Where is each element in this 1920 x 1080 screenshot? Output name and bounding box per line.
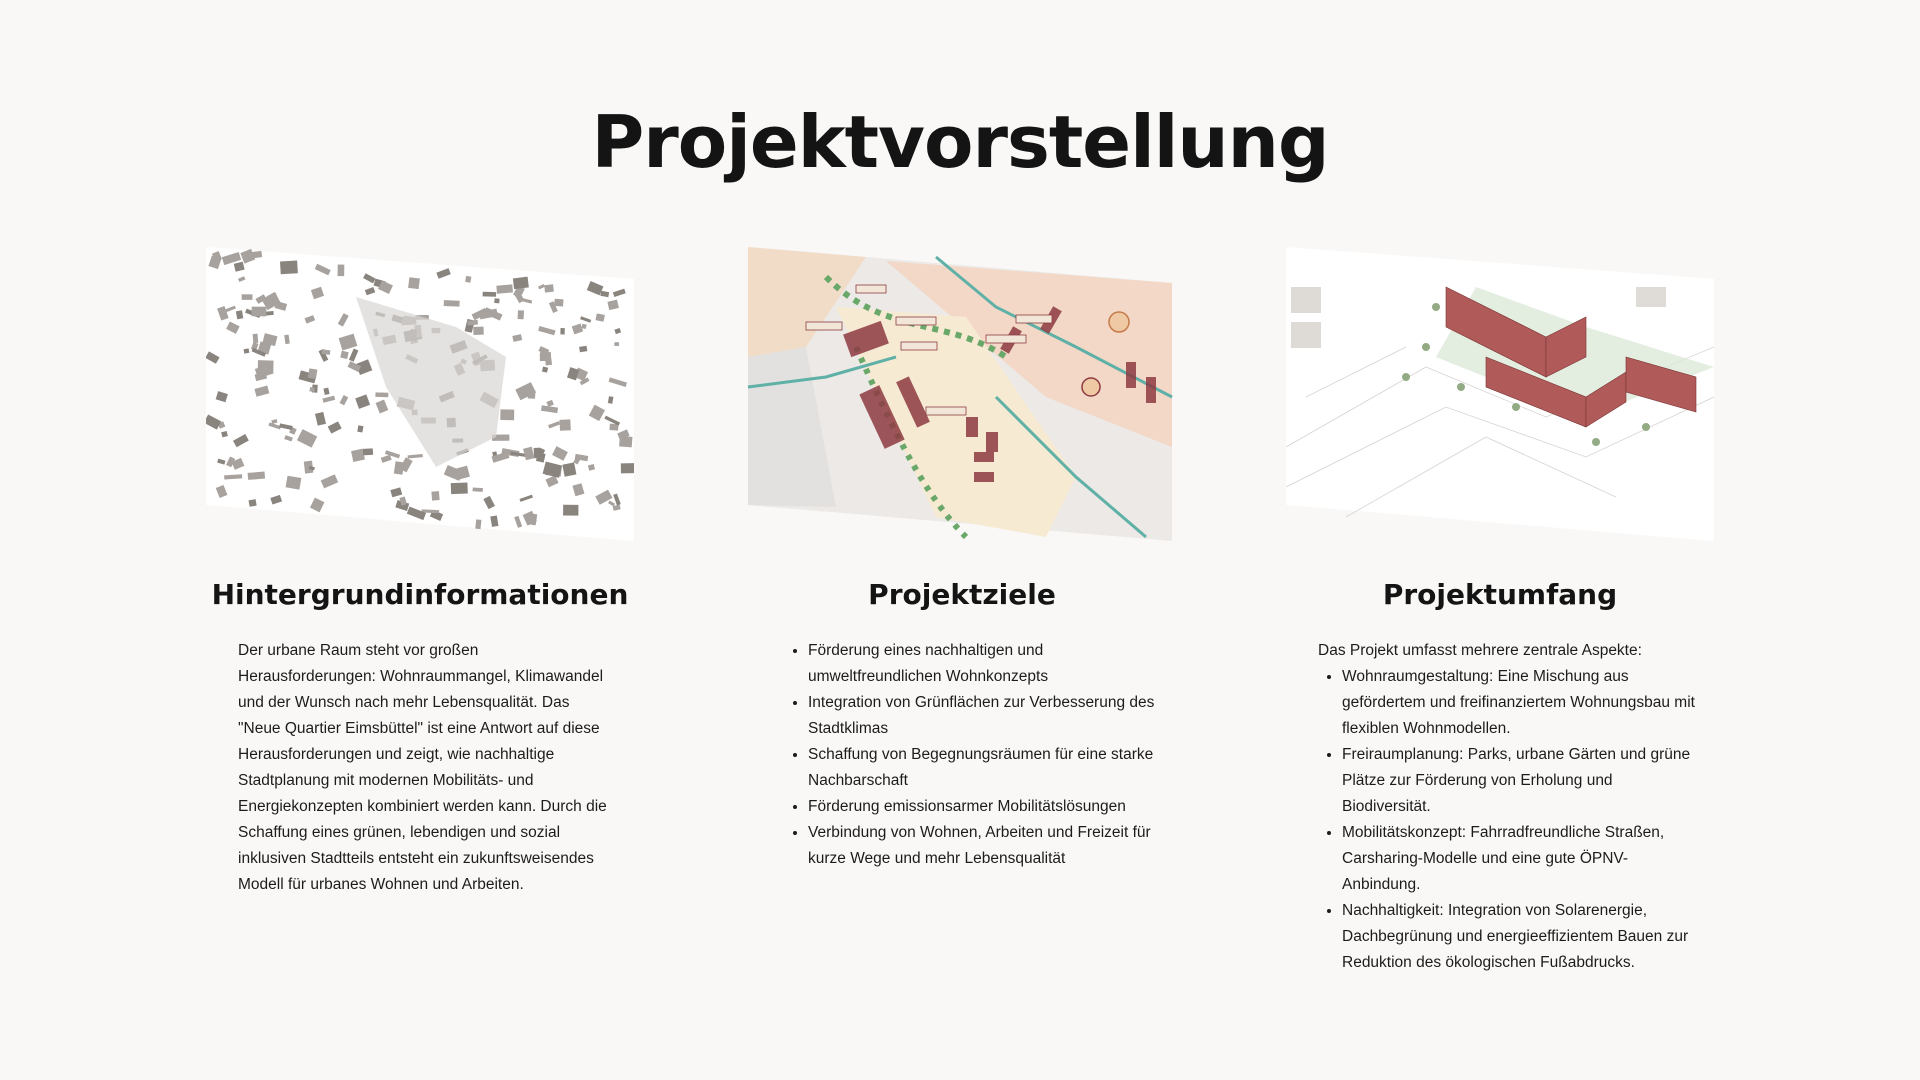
goal-item: • Förderung eines nachhaltigen und umweltfreundlichen Wohnkonzepts (808, 638, 1159, 690)
goal-item: • Integration von Grünflächen zur Verbesserung des Stadtklimas (808, 690, 1159, 742)
site-plan-image (746, 247, 1174, 541)
scope-item: • Freiraumplanung: Parks, urbane Gärten und grüne Plätze zur Förderung von Erholung und Biodiversität. (1342, 742, 1703, 820)
page-title: Projektvorstellung (591, 100, 1329, 184)
scope-item: • Nachhaltigkeit: Integration von Solarenergie, Dachbegrünung und energieeffizientem Bauen zur Reduktion des ökologischen Fußabdrucks. (1342, 898, 1703, 976)
goal-item: • Schaffung von Begegnungsräumen für eine starke Nachbarschaft (808, 742, 1159, 794)
background-info-section (238, 638, 613, 898)
column-heading-hintergrundinformationen: Hintergrundinformationen (211, 578, 629, 611)
project-scope-section (1318, 638, 1703, 976)
column-heading-projektumfang: Projektumfang (1382, 578, 1618, 611)
axonometric-view-image (1286, 247, 1714, 541)
scope-item: • Mobilitätskonzept: Fahrradfreundliche Straßen, Carsharing-Modelle und eine gute ÖPNV-Anbindung. (1342, 820, 1703, 898)
project-goals-section (784, 638, 1159, 872)
goals-list (784, 638, 1159, 872)
background-paragraph: Der urbane Raum steht vor großen Herausforderungen: Wohnraummangel, Klimawandel und der Wunsch nach mehr Lebensqualität. Das "Neue Quartier Eimsbüttel" ist eine Antwort auf diese Herausforderungen und zeigt, wie nachhaltige Stadtplanung mit modernen Mobilitäts- und Energiekonzepten kombiniert werden kann. Durch die Schaffung eines grünen, lebendigen und sozial inklusiven Stadtteils entsteht ein zukunftsweisendes Modell für urbanes Wohnen und Arbeiten. (238, 642, 607, 893)
scope-list (1318, 664, 1703, 976)
goal-item: • Förderung emissionsarmer Mobilitätslösungen (808, 794, 1159, 820)
figure-ground-map-image (206, 247, 634, 541)
column-heading-projektziele: Projektziele (868, 578, 1056, 611)
scope-intro: Das Projekt umfasst mehrere zentrale Aspekte: (1318, 642, 1642, 659)
scope-item: • Wohnraumgestaltung: Eine Mischung aus gefördertem und freifinanziertem Wohnungsbau mit flexiblen Wohnmodellen. (1342, 664, 1703, 742)
goal-item: • Verbindung von Wohnen, Arbeiten und Freizeit für kurze Wege und mehr Lebensqualität (808, 820, 1159, 872)
